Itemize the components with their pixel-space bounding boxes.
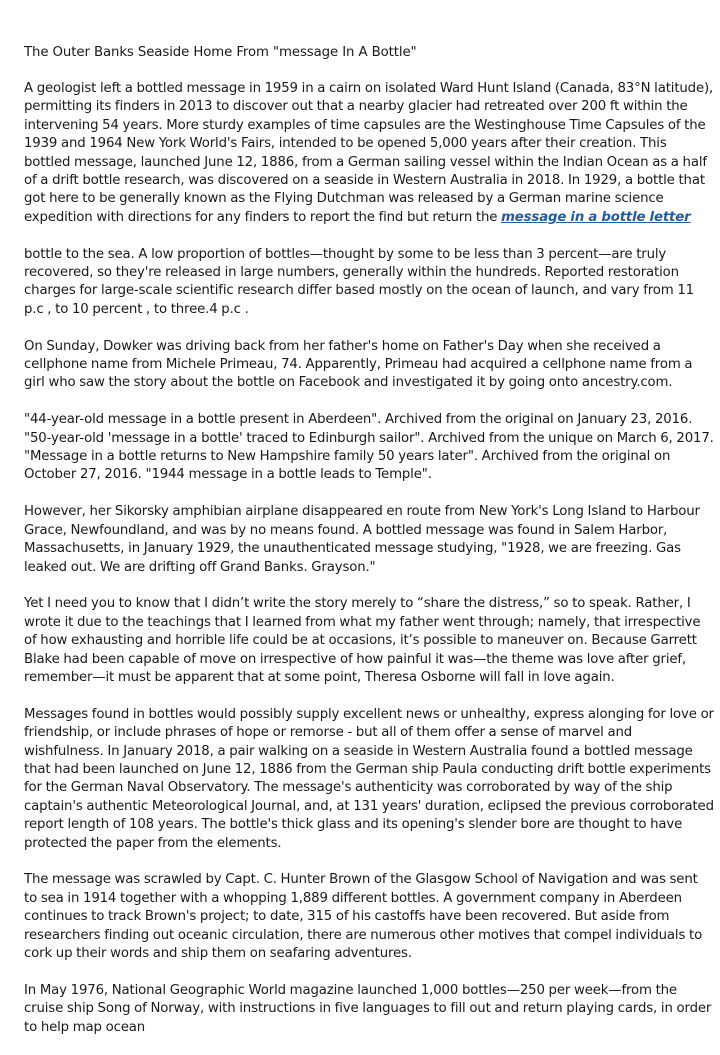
paragraph-1 [24, 80, 714, 227]
document-body [24, 44, 714, 1055]
paragraph-2: bottle to the sea. A low proportion of bottles—thought by some to be less than 3 percent—are truly recovered, so they're released in large numbers, generally within the hundreds. Reported restoration charges for large-scale scientific research differ based mostly on the ocean of launch, and vary from 11 p.c , to 10 percent , to three.4 p.c . [24, 246, 694, 317]
paragraph-6: Yet I need you to know that I didn’t write the story merely to “share the distress,” so to speak. Rather, I wrote it due to the teachings that I learned from what my father went through; namely, that irrespective of how exhausting and horrible life could be at occasions, it’s possible to maneuver on. Because Garrett Blake had been capable of move on irrespective of how painful it was—the theme was love after grief, remember—it must be apparent that at some point, Theresa Osborne will fall in love again. [24, 596, 701, 685]
page-title: The Outer Banks Seaside Home From "message In A Bottle" [24, 45, 417, 60]
paragraph-8: The message was scrawled by Capt. C. Hunter Brown of the Glasgow School of Navigation and was sent to sea in 1914 together with a whopping 1,889 different bottles. A government company in Aberdeen continues to track Brown's project; to date, 315 of his castoffs have been recovered. But aside from researchers finding out oceanic circulation, there are numerous other motives that compel individuals to cork up their words and ship them on seafaring adventures. [24, 872, 703, 961]
paragraph-4: "44-year-old message in a bottle present in Aberdeen". Archived from the original on January 23, 2016. "50-year-old 'message in a bottle' traced to Edinburgh sailor". Archived from the unique on March 6, 2017. "Message in a bottle returns to New Hampshire family 50 years later". Archived from the original on October 27, 2016. "1944 message in a bottle leads to Temple". [24, 412, 714, 483]
paragraph-5: However, her Sikorsky amphibian airplane disappeared en route from New York's Long Island to Harbour Grace, Newfoundland, and was by no means found. A bottled message was found in Salem Harbor, Massachusetts, in January 1929, the unauthenticated message studying, "1928, we are freezing. Gas leaked out. We are drifting off Grand Banks. Grayson." [24, 504, 700, 575]
paragraph-9: In May 1976, National Geographic World magazine launched 1,000 bottles—250 per week—from the cruise ship Song of Norway, with instructions in five languages to fill out and return playing cards, in order to help map ocean [24, 982, 712, 1035]
paragraph-3: On Sunday, Dowker was driving back from her father's home on Father's Day when she received a cellphone name from Michele Primeau, 74. Apparently, Primeau had acquired a cellphone name from a girl who saw the story about the bottle on Facebook and investigated it by going onto ancestry.com. [24, 338, 693, 391]
message-in-a-bottle-letter-link[interactable]: message in a bottle letter [501, 209, 691, 225]
paragraph-7: Messages found in bottles would possibly supply excellent news or unhealthy, express alonging for love or friendship, or include phrases of hope or remorse - but all of them offer a sense of marvel and wishfulness. In January 2018, a pair walking on a seaside in Western Australia found a bottled message that had been launched on June 12, 1886 from the German ship Paula conducting drift bottle experiments for the German Naval Observatory. The message's authenticity was corroborated by way of the ship captain's authentic Meteorological Journal, and, at 131 years' duration, eclipsed the previous corroborated report length of 108 years. The bottle's thick glass and its opening's slender bore are thought to have protected the paper from the elements. [24, 706, 714, 851]
paragraph-1-text: A geologist left a bottled message in 1959 in a cairn on isolated Ward Hunt Island (Canada, 83°N latitude), permitting its finders in 2013 to discover out that a nearby glacier had retreated over 200 ft within the intervening 54 years. More sturdy examples of time capsules are the Westinghouse Time Capsules of the 1939 and 1964 New York World's Fairs, intended to be opened 5,000 years after their creation. This bottled message, launched June 12, 1886, from a German sailing vessel within the Indian Ocean as a half of a drift bottle research, was discovered on a seaside in Western Australia in 2018. In 1929, a bottle that got here to be generally known as the Flying Dutchman was released by a German marine science expedition with directions for any finders to report the find but return the [24, 81, 714, 225]
